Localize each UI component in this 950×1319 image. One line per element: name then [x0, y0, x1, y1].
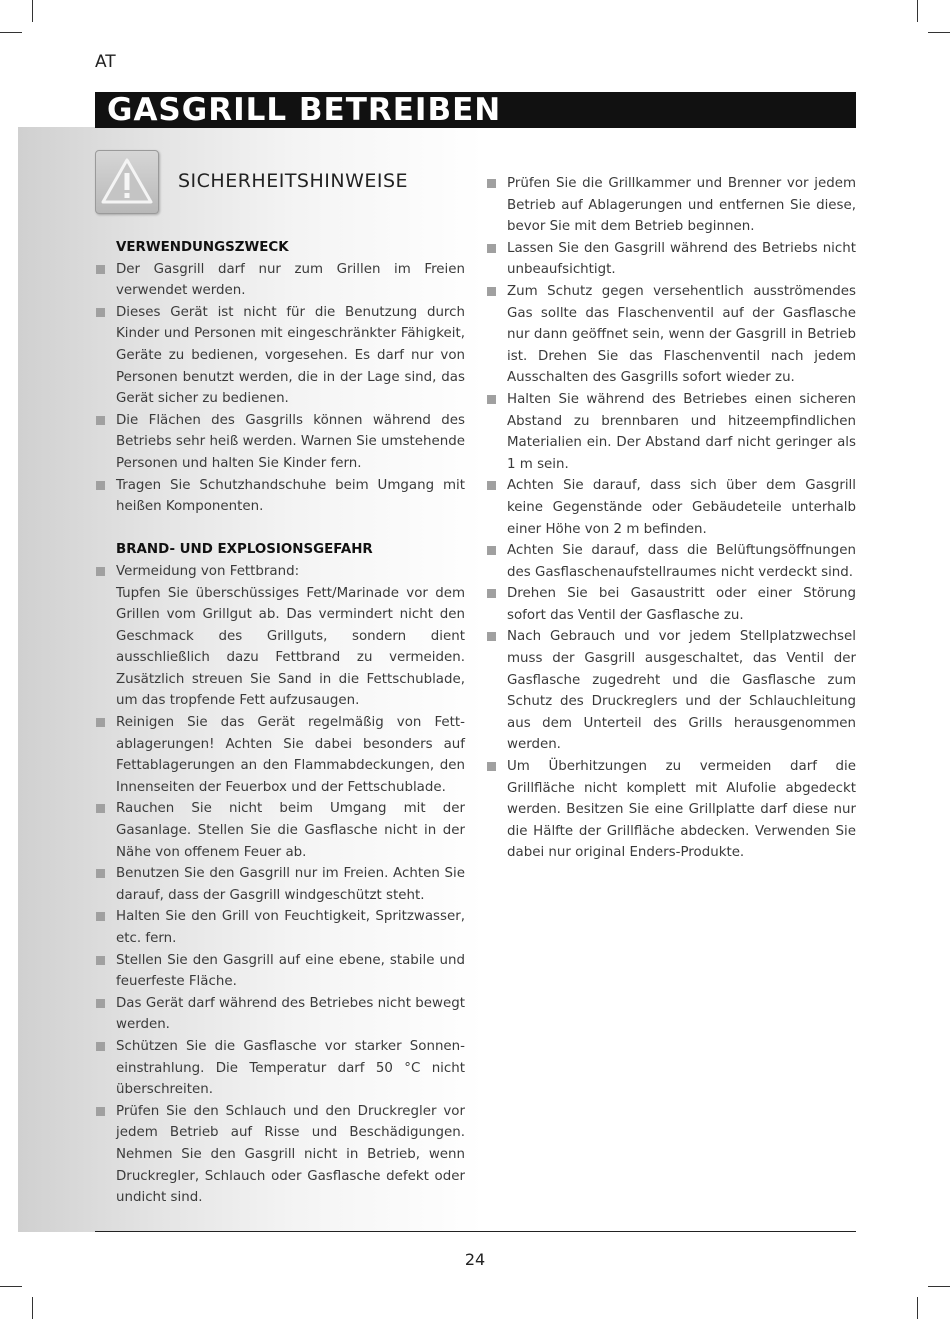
- bullet-square-icon: [96, 956, 105, 965]
- usage-heading: VERWENDUNGSZWECK: [116, 240, 289, 255]
- list-item: Die Flächen des Gasgrills können während des Betriebs sehr heiß werden. Warnen Sie umstehende Personen und halten Sie Kinder fern.: [95, 410, 465, 475]
- bullet-square-icon: [487, 179, 496, 188]
- bullet-square-icon: [96, 1107, 105, 1116]
- bullet-square-icon: [487, 481, 496, 490]
- page-title: GASGRILL BETREIBEN: [107, 92, 502, 128]
- bullet-square-icon: [487, 287, 496, 296]
- list-item: Zum Schutz gegen versehentlich ausströmendes Gas sollte das Flaschenventil auf der Gasflasche nur dann geöffnet sein, wenn der Gasgrill in Betrieb ist. Drehen Sie das Flaschenventil nach jedem Ausschalten des Gasgrills sofort wieder zu.: [486, 281, 856, 389]
- fire-heading: BRAND- UND EXPLOSIONSGEFAHR: [116, 542, 373, 558]
- bullet-square-icon: [487, 244, 496, 253]
- bullet-square-icon: [96, 567, 105, 576]
- left-column: [95, 237, 465, 1209]
- page-number: 24: [464, 1250, 486, 1269]
- footer-divider: [95, 1231, 856, 1232]
- crop-mark: [928, 1286, 950, 1287]
- crop-mark: [32, 1297, 33, 1319]
- list-item: Rauchen Sie nicht beim Umgang mit der Gasanlage. Stellen Sie die Gasflasche nicht in der Nähe von offenem Feuer ab.: [95, 798, 465, 863]
- bullet-square-icon: [96, 416, 105, 425]
- crop-mark: [0, 1286, 22, 1287]
- warning-triangle-icon: [95, 150, 159, 214]
- title-bar: [95, 92, 856, 128]
- country-code: AT: [95, 52, 116, 72]
- list-item: Reinigen Sie das Gerät regelmäßig von Fett-ablagerungen! Achten Sie dabei besonders auf Fettablagerungen an den Flammabdeckungen, den Innenseiten der Feuerbox und der Fettschublade.: [95, 712, 465, 798]
- bullet-square-icon: [96, 1042, 105, 1051]
- bullet-square-icon: [96, 718, 105, 727]
- bullet-square-icon: [487, 589, 496, 598]
- bullet-square-icon: [487, 632, 496, 641]
- list-item: Halten Sie den Grill von Feuchtigkeit, Spritzwasser, etc. fern.: [95, 906, 465, 949]
- list-item: Lassen Sie den Gasgrill während des Betriebs nicht unbeaufsichtigt.: [486, 238, 856, 281]
- list-item: Dieses Gerät ist nicht für die Benutzung durch Kinder und Personen mit eingeschränkter Fähigkeit, Geräte zu bedienen, vorgesehen. Es darf nur von Personen benutzt werden, die in der Lage sind, das Gerät sicher zu bedienen.: [95, 302, 465, 410]
- crop-mark: [0, 32, 22, 33]
- bullet-square-icon: [96, 869, 105, 878]
- crop-mark: [917, 0, 918, 22]
- crop-mark: [928, 32, 950, 33]
- bullet-square-icon: [96, 912, 105, 921]
- safety-heading: SICHERHEITSHINWEISE: [178, 170, 409, 192]
- list-item: Achten Sie darauf, dass die Belüftungsöffnungen des Gasflaschenaufstellraumes nicht verdeckt sind.: [486, 540, 856, 583]
- bullet-square-icon: [96, 481, 105, 490]
- bullet-square-icon: [96, 265, 105, 274]
- list-item: Nach Gebrauch und vor jedem Stellplatzwechsel muss der Gasgrill ausgeschaltet, das Ventil der Gasflasche zugedreht und die Gasflasche zum Schutz des Druckreglers und der Schlauchleitung aus dem Unterteil des Grills herausgenommen werden.: [486, 626, 856, 756]
- bullet-square-icon: [487, 395, 496, 404]
- list-item: Benutzen Sie den Gasgrill nur im Freien. Achten Sie darauf, dass der Gasgrill windgeschützt steht.: [95, 863, 465, 906]
- list-item: Halten Sie während des Betriebes einen sicheren Abstand zu brennbaren und hitzeempfindlichen Materialien ein. Der Abstand darf nicht geringer als 1 m sein.: [486, 389, 856, 475]
- list-item: Schützen Sie die Gasflasche vor starker Sonnen-einstrahlung. Die Temperatur darf 50 °C nicht überschreiten.: [95, 1036, 465, 1101]
- list-item: Tragen Sie Schutzhandschuhe beim Umgang mit heißen Komponenten.: [95, 475, 465, 518]
- bullet-square-icon: [96, 999, 105, 1008]
- list-item: Prüfen Sie den Schlauch und den Druckregler vor jedem Betrieb auf Risse und Beschädigungen. Nehmen Sie den Gasgrill nicht in Betrieb, wenn Druckregler, Schlauch oder Gasflasche defekt oder undicht sind.: [95, 1101, 465, 1209]
- list-item: Drehen Sie bei Gasaustritt oder einer Störung sofort das Ventil der Gasflasche zu.: [486, 583, 856, 626]
- list-item: Achten Sie darauf, dass sich über dem Gasgrill keine Gegenstände oder Gebäudeteile unterhalb einer Höhe von 2 m befinden.: [486, 475, 856, 540]
- list-item: Vermeidung von Fettbrand: Tupfen Sie überschüssiges Fett/Marinade vor dem Grillen vom Grillgut ab. Das vermindert nicht den Geschmack des Grillguts, sondern dient ausschließlich dazu Fettbrand zu vermeiden. Zusätzlich streuen Sie Sand in die Fettschublade, um das tropfende Fett aufzusaugen.: [95, 561, 465, 712]
- list-item: Der Gasgrill darf nur zum Grillen im Freien verwendet werden.: [95, 259, 465, 302]
- right-column: [486, 173, 856, 864]
- bullet-square-icon: [96, 804, 105, 813]
- bullet-square-icon: [487, 546, 496, 555]
- list-item: Das Gerät darf während des Betriebes nicht bewegt werden.: [95, 993, 465, 1036]
- bullet-square-icon: [96, 308, 105, 317]
- crop-mark: [32, 0, 33, 22]
- list-item: Prüfen Sie die Grillkammer und Brenner vor jedem Betrieb auf Ablagerungen und entfernen Sie diese, bevor Sie mit dem Betrieb beginnen.: [486, 173, 856, 238]
- list-item: Um Überhitzungen zu vermeiden darf die Grillfläche nicht komplett mit Alufolie abgedeckt werden. Besitzen Sie eine Grillplatte darf diese nur die Hälfte der Grillfläche abdecken. Verwenden Sie dabei nur original Enders-Produkte.: [486, 756, 856, 864]
- bullet-square-icon: [487, 762, 496, 771]
- crop-mark: [917, 1297, 918, 1319]
- list-item: Stellen Sie den Gasgrill auf eine ebene, stabile und feuerfeste Fläche.: [95, 950, 465, 993]
